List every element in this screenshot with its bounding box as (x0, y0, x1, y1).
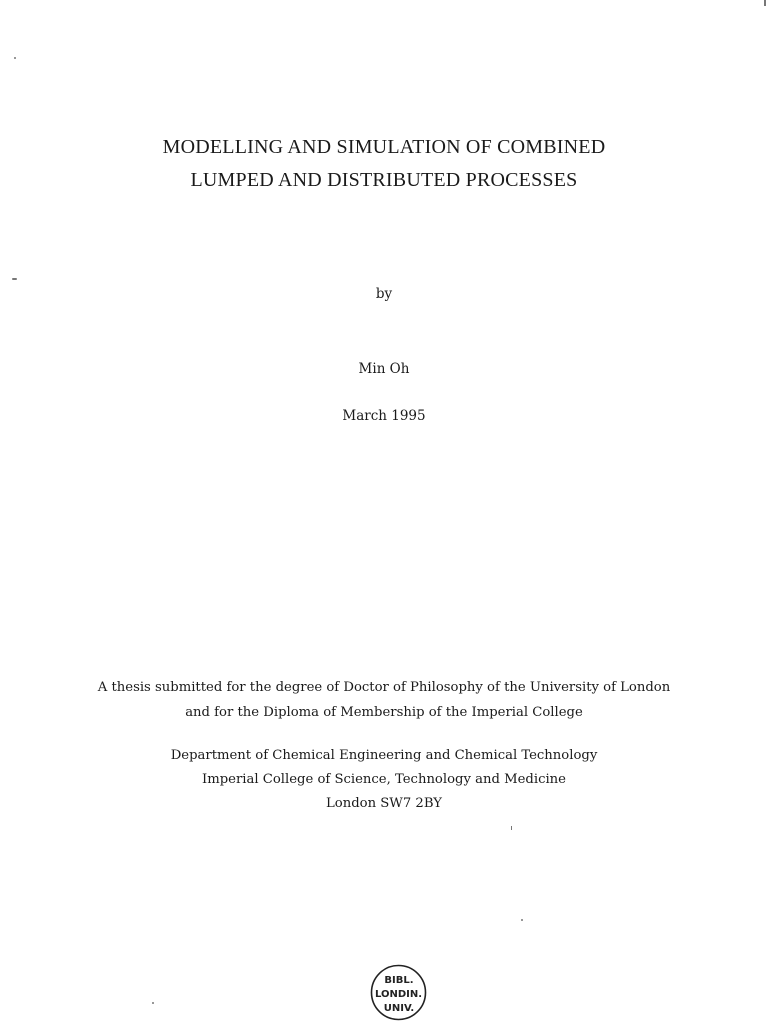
stamp-text-3: UNIV. (383, 1003, 415, 1014)
scan-speck (152, 1002, 154, 1004)
by-label: by (375, 286, 393, 302)
scan-speck (14, 57, 16, 59)
degree-statement-line-1: A thesis submitted for the degree of Doctor of Philosophy of the University of London (97, 680, 671, 695)
author-name: Min Oh (358, 361, 410, 377)
degree-statement-line-2: and for the Diploma of Membership of the Imperial College (185, 705, 583, 720)
library-stamp-seal (369, 963, 428, 1022)
scan-speck (521, 919, 523, 921)
library-stamp (369, 963, 428, 1022)
date: March 1995 (342, 408, 426, 424)
address: London SW7 2BY (326, 796, 442, 811)
title-line-2: LUMPED AND DISTRIBUTED PROCESSES (190, 169, 578, 191)
title-line-1: MODELLING AND SIMULATION OF COMBINED (162, 136, 606, 158)
stamp-text-2: LONDIN. (374, 989, 423, 1000)
college: Imperial College of Science, Technology and Medicine (202, 772, 566, 787)
scan-speck (12, 278, 17, 280)
scan-speck (764, 0, 766, 6)
department: Department of Chemical Engineering and Chemical Technology (170, 748, 598, 763)
stamp-text-1: BIBL. (384, 975, 414, 986)
scan-speck (511, 826, 512, 830)
